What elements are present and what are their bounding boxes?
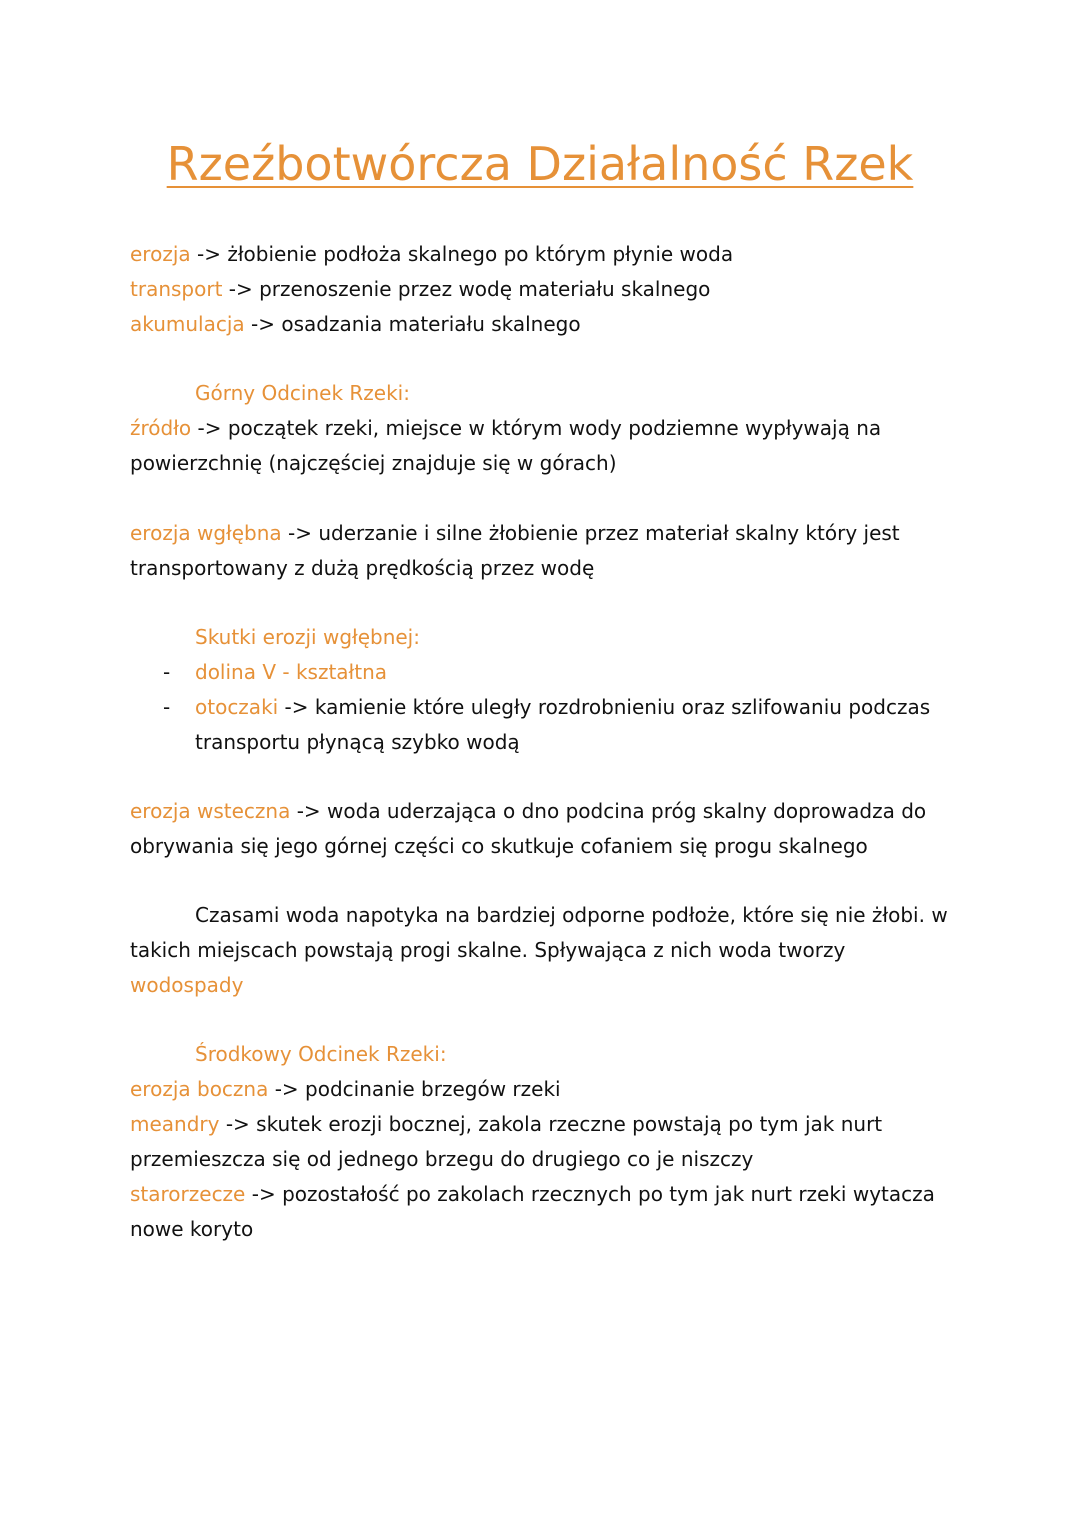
term: starorzecze [130,1182,246,1206]
definition-text: -> przenoszenie przez wodę materiału skalnego [222,277,711,301]
term: erozja boczna [130,1077,269,1101]
paragraph-term-wodospady [130,968,990,1003]
definition-erozja-wsteczna-continued: obrywania się jego górnej części co skutkuje cofaniem się progu skalnego [130,834,868,858]
definition-meandry-continued: przemieszcza się od jednego brzegu do drugiego co je niszczy [130,1147,754,1171]
list-item-dolina [195,655,995,690]
definition-starorzecze-continued: nowe koryto [130,1217,254,1241]
definition-text: -> podcinanie brzegów rzeki [268,1077,561,1101]
list-item-otoczaki [195,690,995,725]
list-bullet: - [163,660,171,684]
definition-erozja [130,237,990,272]
definition-text: -> kamienie które uległy rozdrobnieniu oraz szlifowaniu podczas [278,695,931,719]
definition-starorzecze [130,1177,990,1212]
effects-heading: Skutki erozji wgłębnej: [195,625,420,649]
definition-text: -> uderzanie i silne żłobienie przez materiał skalny który jest [281,521,900,545]
definition-akumulacja [130,307,990,342]
section-heading-upper: Górny Odcinek Rzeki: [195,381,410,405]
term: erozja wsteczna [130,799,291,823]
definition-text: -> skutek erozji bocznej, zakola rzeczne powstają po tym jak nurt [219,1112,883,1136]
definition-erozja-boczna [130,1072,990,1107]
term: akumulacja [130,312,245,336]
definition-erozja-wsteczna [130,794,990,829]
paragraph-line: Czasami woda napotyka na bardziej odporne podłoże, które się nie żłobi. w [195,903,948,927]
term: źródło [130,416,192,440]
term: transport [130,277,223,301]
definition-zrodlo [130,411,990,446]
list-bullet: - [163,695,171,719]
term: dolina V - kształtna [195,660,388,684]
definition-text: -> początek rzeki, miejsce w którym wody podziemne wypływają na [191,416,882,440]
term: erozja wgłębna [130,521,282,545]
list-item-otoczaki-continued: transportu płynącą szybko wodą [195,730,520,754]
definition-erozja-wglebna [130,516,990,551]
definition-text: -> osadzania materiału skalnego [244,312,581,336]
definition-erozja-wglebna-continued: transportowany z dużą prędkością przez wodę [130,556,595,580]
term: wodospady [130,973,244,997]
definition-text: -> żłobienie podłoża skalnego po którym płynie woda [190,242,734,266]
term: otoczaki [195,695,279,719]
definition-text: -> pozostałość po zakolach rzecznych po tym jak nurt rzeki wytacza [245,1182,935,1206]
term: erozja [130,242,191,266]
page-title: Rzeźbotwórcza Działalność Rzek [166,137,914,191]
definition-meandry [130,1107,990,1142]
paragraph-line: takich miejscach powstają progi skalne. Spływająca z nich woda tworzy [130,938,846,962]
definition-transport [130,272,990,307]
definition-zrodlo-continued: powierzchnię (najczęściej znajduje się w górach) [130,451,617,475]
term: meandry [130,1112,220,1136]
definition-text: -> woda uderzająca o dno podcina próg skalny doprowadza do [290,799,927,823]
section-heading-middle: Środkowy Odcinek Rzeki: [195,1042,447,1066]
